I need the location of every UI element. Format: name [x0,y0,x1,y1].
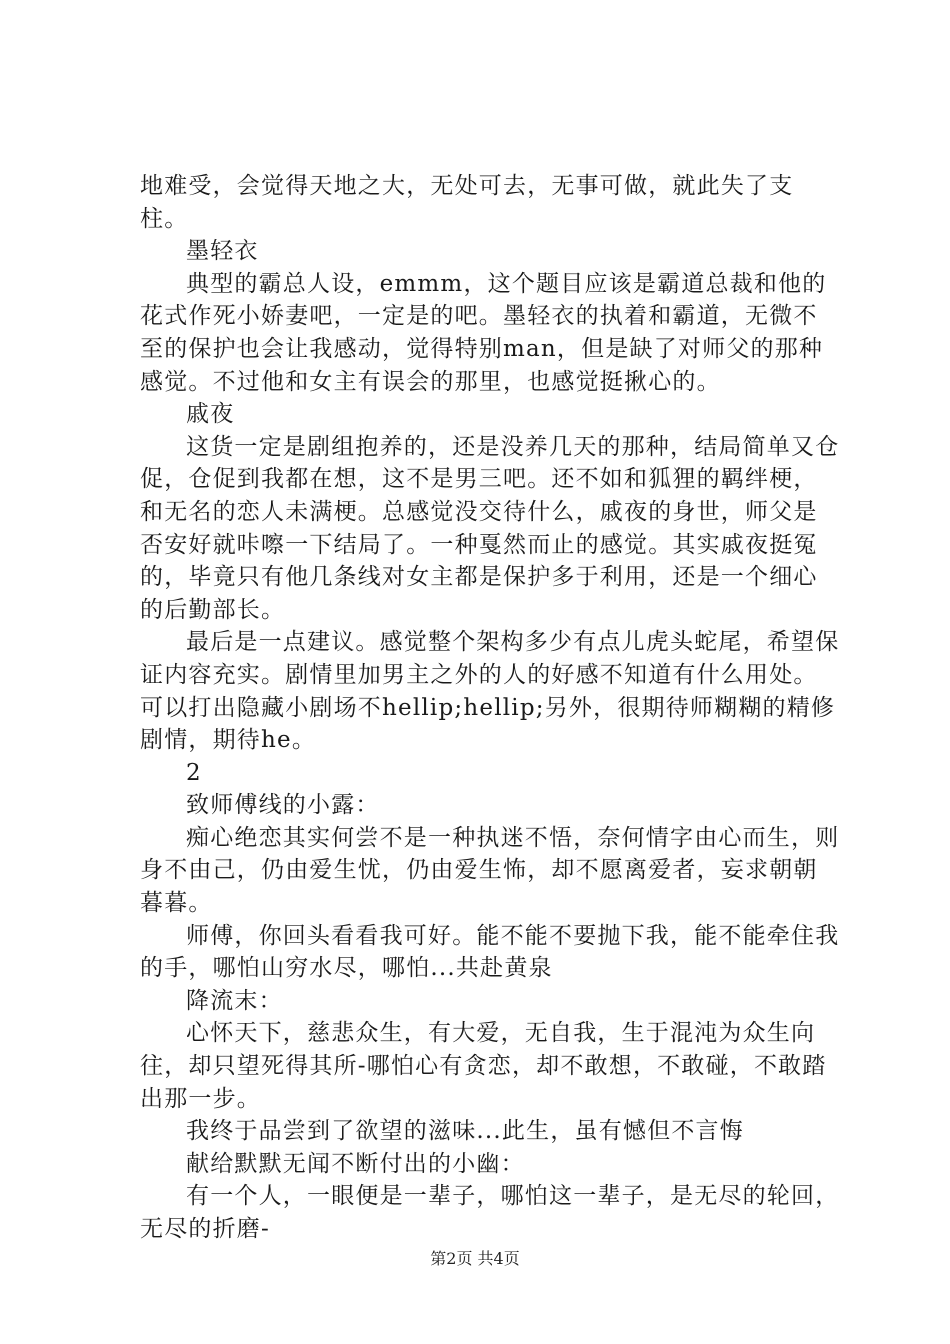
paragraph-suggestion: 最后是一点建议。感觉整个架构多少有点儿虎头蛇尾，希望保证内容充实。剧情里加男主之外的人的好感不知道有什么用处。可以打出隐藏小剧场不hellip;hellip;另外，很期待师糊糊的精修剧情，期待he。 [140,629,840,754]
page-indicator: 第2页 共4页 [430,1249,520,1268]
section-heading-jiang-liumo: 降流末： [186,987,283,1014]
section-heading-xiao-lu: 致师傅线的小露： [186,792,380,819]
paragraph-jiang-liumo-1: 心怀天下，慈悲众生，有大爱，无自我，生于混沌为众生向往，却只望死得其所-哪怕心有贪恋，却不敢想，不敢碰，不敢踏出那一步。 [140,1020,827,1112]
paragraph-xiao-you-1: 有一个人，一眼便是一辈子，哪怕这一辈子，是无尽的轮回，无尽的折磨- [140,1183,840,1242]
section-heading-qi-ye: 戚夜 [186,401,235,428]
document-body [140,170,840,1246]
paragraph-mo-qingyi-review: 典型的霸总人设，emmm，这个题目应该是霸道总裁和他的花式作死小娇妻吧，一定是的吧。墨轻衣的执着和霸道，无微不至的保护也会让我感动，觉得特别man，但是缺了对师父的那种感觉。不过他和女主有误会的那里，也感觉挺揪心的。 [140,270,827,395]
paragraph-xiao-lu-1: 痴心绝恋其实何尝不是一种执迷不悟，奈何情字由心而生，则身不由己，仍由爱生忧，仍由爱生怖，却不愿离爱者，妄求朝朝暮暮。 [140,824,840,917]
section-number: 2 [186,759,202,786]
paragraph-continuation: 地难受，会觉得天地之大，无处可去，无事可做，就此失了支柱。 [140,173,794,232]
section-heading-mo-qingyi: 墨轻衣 [186,238,259,265]
paragraph-xiao-lu-2: 师傅，你回头看看我可好。能不能不要抛下我，能不能牵住我的手，哪怕山穷水尽，哪怕...共赴黄泉 [140,922,840,982]
paragraph-jiang-liumo-2: 我终于品尝到了欲望的滋味...此生，虽有憾但不言悔 [186,1118,744,1145]
paragraph-qi-ye-review: 这货一定是剧组抱养的，还是没养几天的那种，结局简单又仓促，仓促到我都在想，这不是男三吧。还不如和狐狸的羁绊梗，和无名的恋人未满梗。总感觉没交待什么，戚夜的身世，师父是否安好就咔嚓一下结局了。一种戛然而止的感觉。其实戚夜挺冤的，毕竟只有他几条线对女主都是保护多于利用，还是一个细心的后勤部长。 [140,433,840,623]
section-heading-xiao-you: 献给默默无闻不断付出的小幽： [186,1150,525,1177]
page-footer [0,1246,950,1269]
